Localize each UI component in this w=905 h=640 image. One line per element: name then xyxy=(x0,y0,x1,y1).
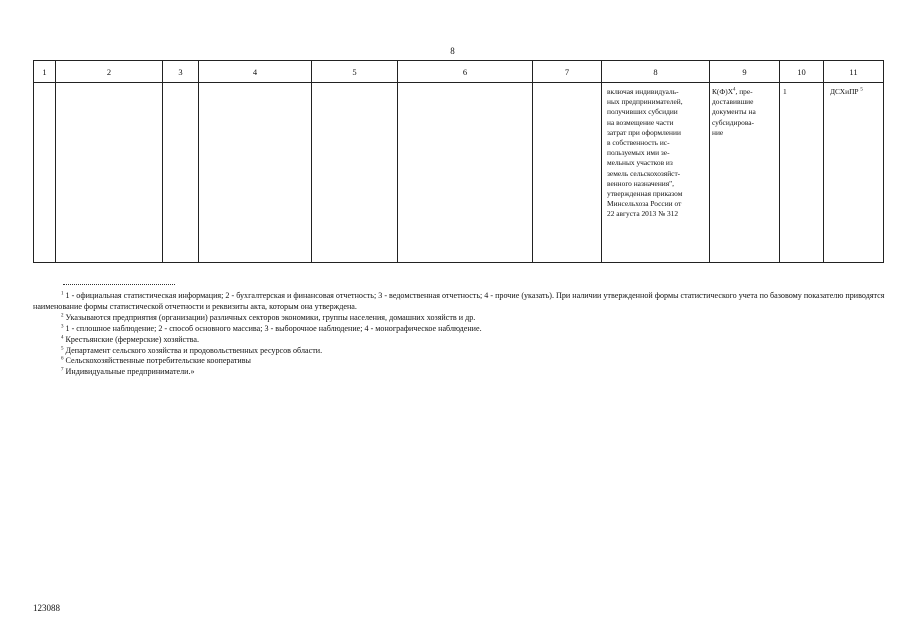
table-cell xyxy=(199,83,312,263)
table-cell xyxy=(163,83,199,263)
footnote-text: Указываются предприятия (организации) различных секторов экономики, группы населения, домашних хозяйств и др. xyxy=(63,312,476,322)
footnote-number: 4 xyxy=(61,334,64,340)
column-header-2: 2 xyxy=(56,61,163,83)
footnote-separator xyxy=(63,284,175,285)
cell-text-col8: включая индивидуаль- ных предпринимателей, получивших субсидии на возмещение части затрат при оформлении в собственность ис- пользуемых ими зе- мельных участков из земель сельскохозяйст- венного назначения", утвержденная приказом Минсельхоза России от 22 августа 2013 № 312 xyxy=(607,87,683,219)
table-cell xyxy=(34,83,56,263)
data-table xyxy=(33,60,884,263)
column-header-4: 4 xyxy=(199,61,312,83)
table-cell xyxy=(533,83,602,263)
cell-text-col11: ДСХиПР xyxy=(830,87,859,96)
footnote-ref: 4 xyxy=(733,87,736,93)
table-cell-col11 xyxy=(824,83,884,263)
table-cell xyxy=(312,83,398,263)
cell-text-col10: 1 xyxy=(783,87,787,96)
column-header-10: 10 xyxy=(780,61,824,83)
footnote-number: 7 xyxy=(61,367,64,373)
column-header-5: 5 xyxy=(312,61,398,83)
col9-prefix: К(Ф)Х xyxy=(712,87,734,96)
footnote-text: 1 - официальная статистическая информация; 2 - бухгалтерская и финансовая отчетность; 3 - ведомственная отчетность; 4 - прочие (указать). При наличии утвержденной формы статистического учета по базовому показателю приводятся наименование формы статистической отчетности и реквизиты акта, которым она утверждена. xyxy=(33,291,885,311)
column-header-1: 1 xyxy=(34,61,56,83)
footnote-7 xyxy=(33,367,893,378)
column-header-8: 8 xyxy=(602,61,710,83)
table-header-row xyxy=(34,61,884,83)
footnote-1 xyxy=(33,291,893,313)
table-row xyxy=(34,83,884,263)
col9-rest: , пре- доставившие документы на субсидирова- ние xyxy=(712,87,756,137)
footnote-text: 1 - сплошное наблюдение; 2 - способ основного массива; 3 - выборочное наблюдение; 4 - монографическое наблюдение. xyxy=(63,323,482,333)
column-header-6: 6 xyxy=(398,61,533,83)
footnote-text: Крестьянские (фермерские) хозяйства. xyxy=(63,334,199,344)
footnote-number: 5 xyxy=(61,345,64,351)
table-cell-col9 xyxy=(710,83,780,263)
column-header-7: 7 xyxy=(533,61,602,83)
footnote-number: 3 xyxy=(61,324,64,330)
footnote-5 xyxy=(33,346,893,357)
footnote-number: 2 xyxy=(61,313,64,319)
footnote-text: Индивидуальные предприниматели.» xyxy=(63,367,195,377)
footnote-text: Сельскохозяйственные потребительские кооперативы xyxy=(63,356,251,366)
footnote-6 xyxy=(33,356,893,367)
column-header-9: 9 xyxy=(710,61,780,83)
table-cell-col10 xyxy=(780,83,824,263)
page-number: 8 xyxy=(450,46,455,56)
footnotes xyxy=(33,291,893,378)
footnote-number: 1 xyxy=(61,291,64,297)
table-cell xyxy=(56,83,163,263)
document-code: 123088 xyxy=(33,603,60,613)
footnote-ref: 5 xyxy=(860,87,863,93)
footnote-3 xyxy=(33,324,893,335)
footnote-number: 6 xyxy=(61,356,64,362)
footnote-2 xyxy=(33,313,893,324)
table-cell xyxy=(398,83,533,263)
column-header-3: 3 xyxy=(163,61,199,83)
footnote-4 xyxy=(33,335,893,346)
cell-text-col9 xyxy=(712,87,777,138)
table-cell-col8 xyxy=(602,83,710,263)
column-header-11: 11 xyxy=(824,61,884,83)
footnote-text: Департамент сельского хозяйства и продовольственных ресурсов области. xyxy=(63,345,323,355)
